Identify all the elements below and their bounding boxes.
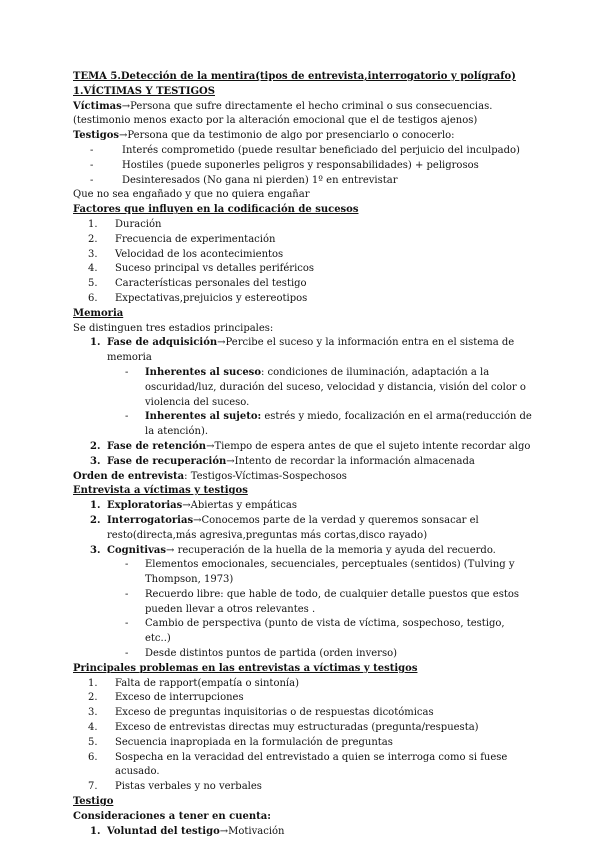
section-heading-testigo: Testigo xyxy=(73,796,114,808)
section-heading-problemas: Principales problemas en las entrevistas a víctimas y testigos xyxy=(73,662,418,674)
list-item-text: Exceso de entrevistas directas muy estructuradas (pregunta/respuesta) xyxy=(115,722,479,734)
list-item xyxy=(73,544,533,559)
orden-entrevista xyxy=(73,470,533,485)
list-item-label: Fase de retención xyxy=(107,440,207,452)
orden-label: Orden de entrevista xyxy=(73,470,185,482)
list-item-text: Características personales del testigo xyxy=(115,278,307,290)
list-item xyxy=(73,751,533,781)
list-item-text: Frecuencia de experimentación xyxy=(115,233,276,245)
list-item-text: Falta de rapport(empatía o sintonía) xyxy=(115,677,299,689)
list-marker: 3. xyxy=(88,707,98,719)
list-marker: - xyxy=(90,174,94,186)
list-item-text: Duración xyxy=(115,218,162,230)
list-marker: 1. xyxy=(88,677,98,689)
testigos-text: →Persona que da testimonio de algo por presenciarlo o conocerlo: xyxy=(119,130,455,142)
list-item xyxy=(73,691,533,706)
list-item xyxy=(73,410,533,440)
list-item-label: Inherentes al sujeto: xyxy=(145,411,262,423)
list-item xyxy=(73,499,533,514)
list-item-text: Pistas verbales y no verbales xyxy=(115,781,262,793)
list-item xyxy=(73,159,533,174)
list-item-text: →Conocemos parte de la verdad y queremos sonsacar el resto(directa,más agresiva,preguntas más cortas,disco rayado) xyxy=(107,514,479,541)
list-marker: - xyxy=(125,366,129,378)
list-item-text: Expectativas,prejuicios y estereotipos xyxy=(115,292,308,304)
memoria-intro: Se distinguen tres estadios principales: xyxy=(73,322,274,334)
list-item xyxy=(73,277,533,292)
list-marker: 3. xyxy=(88,248,98,260)
list-item xyxy=(73,647,533,662)
list-item-text: : condiciones de iluminación, adaptación a la oscuridad/luz, duración del suceso, velocidad y distancia, visión del color o violencia del suceso. xyxy=(145,366,526,408)
list-item xyxy=(73,144,533,159)
list-item-text: estrés y miedo, focalización en el arma(reducción de la atención). xyxy=(145,411,532,438)
list-marker: - xyxy=(125,618,129,630)
list-marker: 6. xyxy=(88,751,98,763)
list-item xyxy=(73,174,533,189)
list-item-text: Secuencia inapropiada en la formulación de preguntas xyxy=(115,736,393,748)
list-item xyxy=(73,677,533,692)
list-marker: 2. xyxy=(88,233,98,245)
list-marker: - xyxy=(125,648,129,660)
list-marker: - xyxy=(90,159,94,171)
list-item-label: Interrogatorias xyxy=(107,514,194,526)
document-title: TEMA 5.Detección de la mentira(tipos de entrevista,interrogatorio y polígrafo) xyxy=(73,71,516,82)
testigos-note: Que no sea engañado y que no quiera engañar xyxy=(73,189,310,201)
list-item-text: Interés comprometido (puede resultar beneficiado del perjuicio del inculpado) xyxy=(122,144,520,156)
list-item-text: →Abiertas y empáticas xyxy=(182,500,297,512)
list-marker: 5. xyxy=(88,736,98,748)
section-heading-memoria: Memoria xyxy=(73,307,124,319)
list-item xyxy=(73,514,533,544)
list-item-label: Exploratorias xyxy=(107,500,183,512)
list-item xyxy=(73,455,533,470)
list-item-label: Voluntad del testigo xyxy=(107,825,220,837)
section-heading-victimas-testigos: 1.VÍCTIMAS Y TESTIGOS xyxy=(73,85,215,97)
list-marker: 3. xyxy=(90,544,101,556)
list-marker: 6. xyxy=(88,292,98,304)
list-item-text: →Motivación xyxy=(219,825,285,837)
list-marker: 2. xyxy=(88,692,98,704)
list-item xyxy=(73,262,533,277)
list-marker: 1. xyxy=(90,500,101,512)
section-heading-entrevista: Entrevista a víctimas y testigos xyxy=(73,485,248,497)
list-item xyxy=(73,825,533,840)
list-item-text: Exceso de interrupciones xyxy=(115,692,244,704)
list-marker: 1. xyxy=(90,337,101,349)
list-marker: - xyxy=(90,144,94,156)
list-item-text: Elementos emocionales, secuenciales, perceptuales (sentidos) (Tulving y Thompson, 1973) xyxy=(145,559,515,586)
testigos-label: Testigos xyxy=(73,130,119,142)
victimas-definition xyxy=(73,100,533,130)
list-marker: 1. xyxy=(90,825,101,837)
list-item xyxy=(73,218,533,233)
list-item-text: Cambio de perspectiva (punto de vista de víctima, sospechoso, testigo, etc..) xyxy=(145,618,505,645)
list-item xyxy=(73,248,533,263)
list-item-label: Cognitivas xyxy=(107,544,167,556)
list-item xyxy=(73,292,533,307)
list-item xyxy=(73,721,533,736)
orden-text: : Testigos-Víctimas-Sospechosos xyxy=(184,470,347,482)
list-item-text: Desinteresados (No gana ni pierden) 1º en entrevistar xyxy=(122,174,398,186)
consideraciones-heading: Consideraciones a tener en cuenta: xyxy=(73,810,271,822)
list-item-text: Exceso de preguntas inquisitorias o de respuestas dicotómicas xyxy=(115,707,434,719)
list-item xyxy=(73,558,533,588)
list-item-text: Sospecha en la veracidad del entrevistado a quien se interroga como si fuese acusado. xyxy=(115,751,508,778)
list-marker: 7. xyxy=(88,781,98,793)
list-item-text: → recuperación de la huella de la memoria y ayuda del recuerdo. xyxy=(166,544,496,556)
list-item xyxy=(73,366,533,410)
list-marker: 4. xyxy=(88,263,98,275)
list-item-label: Fase de recuperación xyxy=(107,455,227,467)
list-marker: 2. xyxy=(90,440,101,452)
list-marker: 2. xyxy=(90,514,101,526)
list-item-text: Velocidad de los acontecimientos xyxy=(115,248,284,260)
document-page xyxy=(73,70,533,839)
list-item xyxy=(73,336,533,366)
list-item xyxy=(73,440,533,455)
list-item-text: Desde distintos puntos de partida (orden inverso) xyxy=(145,648,398,660)
list-item xyxy=(73,706,533,721)
list-marker: 1. xyxy=(88,218,98,230)
list-item xyxy=(73,617,533,647)
list-item-text: Suceso principal vs detalles periféricos xyxy=(115,263,315,275)
list-marker: - xyxy=(125,559,129,571)
list-item-text: →Intento de recordar la información almacenada xyxy=(226,455,475,467)
list-item-text: Recuerdo libre: que hable de todo, de cualquier detalle puestos que estos pueden llevar a otros relevantes . xyxy=(145,588,519,615)
list-item-label: Inherentes al suceso xyxy=(145,366,261,378)
list-item-text: →Tiempo de espera antes de que el sujeto intente recordar algo xyxy=(206,440,531,452)
list-marker: 5. xyxy=(88,278,98,290)
section-heading-factores: Factores que influyen en la codificación de sucesos xyxy=(73,204,359,216)
list-marker: - xyxy=(125,588,129,600)
list-marker: - xyxy=(125,411,129,423)
victimas-text: →Persona que sufre directamente el hecho criminal o sus consecuencias. (testimonio menos exacto por la alteración emocional que el de testigos ajenos) xyxy=(73,100,493,127)
victimas-label: Víctimas xyxy=(73,100,122,112)
list-item xyxy=(73,588,533,618)
list-item-text: →Percibe el suceso y la información entra en el sistema de memoria xyxy=(107,337,515,364)
list-item-label: Fase de adquisición xyxy=(107,337,218,349)
list-marker: 4. xyxy=(88,722,98,734)
list-marker: 3. xyxy=(90,455,101,467)
list-item xyxy=(73,780,533,795)
list-item xyxy=(73,233,533,248)
testigos-definition xyxy=(73,129,533,144)
list-item xyxy=(73,736,533,751)
list-item-text: Hostiles (puede suponerles peligros y responsabilidades) + peligrosos xyxy=(122,159,479,171)
